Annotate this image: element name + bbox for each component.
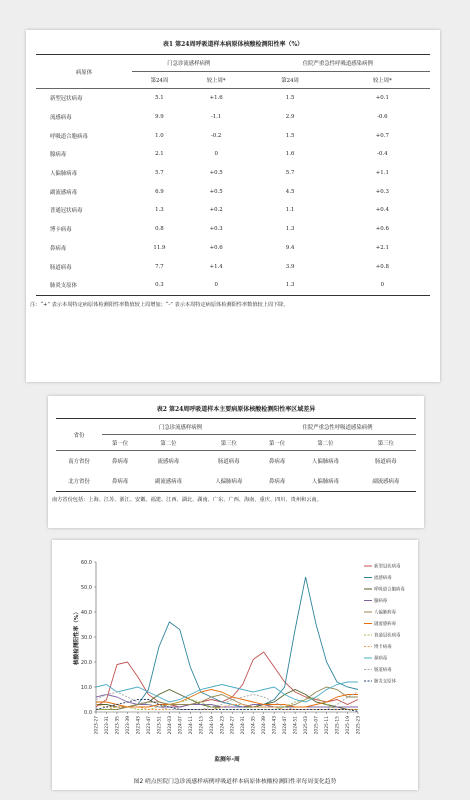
x-tick-label: 2023-35 xyxy=(115,716,121,735)
x-tick-label: 2025-15 xyxy=(335,716,341,735)
x-tick-label: 2024-39 xyxy=(262,716,268,735)
line-chart xyxy=(52,540,418,790)
table2-rank-2b: 第二位 xyxy=(295,435,355,451)
table1-cell-g2-week: 3.9 xyxy=(285,263,295,270)
table2-cell-g2: 人偏肺病毒 xyxy=(311,459,339,465)
table-row xyxy=(36,164,430,183)
table2-cell-g2: 鼻病毒 xyxy=(259,471,295,492)
table1-cell-g1-week: 0.8 xyxy=(155,226,164,233)
x-tick-label: 2023-43 xyxy=(136,716,142,735)
table1-cell-g1-change: +0.5 xyxy=(209,170,223,177)
table1-body xyxy=(36,89,430,296)
table-row xyxy=(36,182,430,201)
table-row xyxy=(56,451,416,472)
x-tick-label: 2024-35 xyxy=(251,716,257,735)
table1-cell-g2-change: -0.4 xyxy=(377,151,388,158)
legend-label: 副流感病毒 xyxy=(374,622,396,627)
table1-cell-name: 鼻病毒 xyxy=(50,245,67,252)
legend-label: 肺炎支原体 xyxy=(374,679,396,685)
table2-title: 表2 第24周呼吸道样本主要病原体核酸检测阳性率区域差异 xyxy=(156,406,316,413)
table1-cell-g1-change: +0.5 xyxy=(209,188,223,195)
y-tick-label: 20.0 xyxy=(80,659,92,666)
table1-cell-name: 腺病毒 xyxy=(50,152,67,159)
legend-label: 普通冠状病毒 xyxy=(374,633,401,639)
x-tick-label: 2025-19 xyxy=(346,716,352,735)
table2-cell-g1: 人偏肺病毒 xyxy=(199,471,259,492)
table1 xyxy=(36,54,430,296)
table2-row-header: 省份 xyxy=(56,419,102,451)
table1-cell-g1-week: 2.1 xyxy=(155,151,164,158)
x-tick-label: 2024-47 xyxy=(283,716,289,735)
table2-cell-g1: 流感病毒 xyxy=(157,459,180,465)
x-tick-label: 2023-31 xyxy=(104,716,110,735)
x-tick-label: 2025-11 xyxy=(325,716,331,735)
table1-cell-g2-change: +0.8 xyxy=(375,263,389,270)
table1-cell-g2-week: 1.3 xyxy=(246,276,335,295)
table1-group1-header: 门急诊流感样病例 xyxy=(132,55,246,72)
legend-label: 流感病毒 xyxy=(374,576,392,581)
table-row xyxy=(36,220,430,239)
table1-cell-g2-change: +2.1 xyxy=(375,244,389,251)
table2 xyxy=(56,418,416,492)
legend-label: 新型冠状病毒 xyxy=(374,564,401,570)
table1-title: 表1 第24周呼吸道样本病原体核酸检测阳性率（%） xyxy=(162,41,304,48)
x-tick-label: 2024-15 xyxy=(199,716,205,735)
table1-cell-name: 呼吸道合胞病毒 xyxy=(50,133,88,140)
y-tick-label: 10.0 xyxy=(80,684,92,691)
table1-cell-name: 普通冠状病毒 xyxy=(50,208,83,215)
table1-cell-name: 肠道病毒 xyxy=(50,264,72,271)
x-tick-label: 2024-07 xyxy=(178,716,184,735)
table1-cell-g2-week: 4.5 xyxy=(285,188,295,195)
x-tick-label: 2024-31 xyxy=(241,716,247,735)
x-tick-label: 2025-23 xyxy=(356,716,362,735)
x-tick-label: 2024-43 xyxy=(272,716,278,735)
table1-cell-g1-week: 9.9 xyxy=(155,114,164,121)
table-row xyxy=(36,108,430,127)
x-axis-label: 监测年-周 xyxy=(214,757,240,763)
table1-cell-g1-change: -0.2 xyxy=(210,132,222,139)
table1-cell-g2-change: +0.4 xyxy=(375,207,389,214)
table1-cell-g1-change: 0 xyxy=(214,151,218,158)
table2-group2-header: 住院严重急性呼吸道感染病例 xyxy=(259,419,416,435)
table1-cell-g1-week: 7.7 xyxy=(155,263,164,270)
table1-cell-g2-week: 1.5 xyxy=(285,132,295,139)
table2-body xyxy=(56,451,416,492)
y-tick-label: 40.0 xyxy=(80,609,92,616)
table2-cell-g1: 肠道病毒 xyxy=(218,459,240,465)
table-row xyxy=(36,126,430,145)
x-tick-label: 2023-51 xyxy=(157,716,163,735)
table2-group1-header: 门急诊流感样病例 xyxy=(102,419,259,435)
chart-caption: 图2 哨点医院门急诊流感样病例呼吸道样本病原体核酸检测阳性率每周变化趋势 xyxy=(133,779,337,785)
legend-label: 博卡病毒 xyxy=(374,645,392,650)
x-tick-label: 2024-19 xyxy=(209,716,215,735)
x-tick-label: 2024-23 xyxy=(220,716,226,735)
table1-cell-g2-week: 9.4 xyxy=(285,244,295,251)
table1-col-change-1: 较上周* xyxy=(187,72,246,89)
table1-cell-g1-change: +0.6 xyxy=(209,244,223,251)
x-tick-label: 2024-03 xyxy=(167,716,173,735)
table-row xyxy=(36,201,430,220)
legend-label: 鼻病毒 xyxy=(374,656,388,662)
table2-cell-region: 南方省份 xyxy=(68,459,90,465)
table1-panel xyxy=(26,30,440,382)
table2-rank-2: 第二位 xyxy=(138,435,198,451)
table1-cell-g1-week: 11.9 xyxy=(153,244,166,251)
x-tick-label: 2025-03 xyxy=(304,716,310,735)
table-row xyxy=(36,239,430,258)
table-row xyxy=(36,276,430,295)
legend-label: 腺病毒 xyxy=(374,599,388,604)
table1-row-header: 病原体 xyxy=(36,55,132,89)
table1-cell-name: 流感病毒 xyxy=(50,115,72,122)
table1-cell-g1-change: +0.3 xyxy=(209,226,223,233)
table1-cell-g2-change: 0 xyxy=(335,276,430,295)
table1-cell-g1-week: 0.3 xyxy=(132,276,187,295)
table1-cell-name: 副流感病毒 xyxy=(50,189,77,196)
y-tick-label: 30.0 xyxy=(80,634,92,641)
table1-cell-g2-change: +0.3 xyxy=(375,188,389,195)
x-tick-label: 2025-07 xyxy=(314,716,320,735)
table1-cell-name: 新型冠状病毒 xyxy=(50,96,83,103)
table1-cell-g1-change: +0.2 xyxy=(209,207,223,214)
legend-label: 人偏肺病毒 xyxy=(374,610,396,616)
table1-cell-g2-change: +0.6 xyxy=(375,226,389,233)
table1-cell-g2-change: +0.7 xyxy=(375,132,389,139)
table1-cell-g2-week: 2.9 xyxy=(285,114,295,121)
series-line-4 xyxy=(96,687,358,710)
table2-cell-g1: 副流感病毒 xyxy=(138,471,198,492)
table1-cell-name: 肺炎支原体 xyxy=(36,276,132,295)
table1-cell-g2-week: 1.3 xyxy=(285,226,295,233)
table2-rank-3: 第三位 xyxy=(199,435,259,451)
table1-cell-name: 博卡病毒 xyxy=(50,227,72,234)
table1-cell-g2-week: 5.7 xyxy=(285,170,295,177)
table2-cell-g1: 鼻病毒 xyxy=(112,459,129,465)
table1-cell-g1-week: 5.1 xyxy=(155,95,164,102)
table1-col-change-2: 较上周* xyxy=(335,72,430,89)
table1-cell-name: 人偏肺病毒 xyxy=(50,171,77,178)
table1-cell-g1-week: 5.7 xyxy=(155,170,164,177)
table1-cell-g1-week: 1.3 xyxy=(155,207,164,214)
legend-label: 肠道病毒 xyxy=(374,668,392,673)
table2-cell-g1: 鼻病毒 xyxy=(102,471,138,492)
table2-cell-g2: 鼻病毒 xyxy=(269,459,286,465)
table1-col-week-1: 第24周 xyxy=(132,72,187,89)
table-row xyxy=(36,89,430,108)
table-row xyxy=(36,145,430,164)
table2-note: 南方省份包括：上海、江苏、浙江、安徽、福建、江西、湖北、湖南、广东、广西、海南、重庆、四川、贵州和云南。 xyxy=(52,497,322,503)
x-tick-label: 2024-51 xyxy=(293,716,299,735)
x-tick-label: 2023-39 xyxy=(125,716,131,735)
x-tick-label: 2024-11 xyxy=(188,716,194,735)
x-tick-label: 2023-27 xyxy=(94,716,100,735)
y-tick-label: 50.0 xyxy=(80,584,92,591)
table1-col-week-2: 第24周 xyxy=(246,72,335,89)
table2-cell-g2: 副流感病毒 xyxy=(356,471,416,492)
table1-group2-header: 住院严重急性呼吸道感染病例 xyxy=(246,55,430,72)
table1-cell-g1-change: +1.6 xyxy=(209,95,223,102)
table1-cell-g1-week: 1.0 xyxy=(155,132,164,139)
table1-note: 注：“+” 表示本周特定病原体检测阳性率数值较上周增加；“-” 表示本周特定病原体检测阳性率数值较上周下降。 xyxy=(30,301,289,308)
table2-cell-g2: 人偏肺病毒 xyxy=(295,471,355,492)
x-tick-label: 2023-47 xyxy=(146,716,152,735)
table1-cell-g1-change: 0 xyxy=(187,276,246,295)
chart-panel xyxy=(52,540,418,790)
table-row xyxy=(56,471,416,492)
table2-rank-1b: 第一位 xyxy=(259,435,295,451)
table1-cell-g2-week: 1.1 xyxy=(285,207,295,214)
table1-cell-g2-change: +0.1 xyxy=(375,95,389,102)
table2-cell-region: 北方省份 xyxy=(56,471,102,492)
table1-cell-g2-change: -0.6 xyxy=(377,114,388,121)
y-tick-label: 0.0 xyxy=(84,709,92,716)
x-tick-label: 2024-27 xyxy=(230,716,236,735)
table2-rank-1: 第一位 xyxy=(102,435,138,451)
table2-rank-3b: 第三位 xyxy=(356,435,416,451)
table-row xyxy=(36,257,430,276)
series-line-5 xyxy=(96,690,358,708)
table1-cell-g2-week: 1.6 xyxy=(285,151,295,158)
table1-cell-g1-change: +1.4 xyxy=(209,263,223,270)
table1-cell-g1-week: 6.9 xyxy=(155,188,164,195)
table2-cell-g2: 肠道病毒 xyxy=(375,459,397,465)
table1-cell-g2-week: 1.5 xyxy=(285,95,295,102)
table1-cell-g1-change: -1.1 xyxy=(210,114,222,121)
y-axis-label: 核酸检测阳性率（%） xyxy=(74,609,80,665)
table2-panel xyxy=(48,396,424,528)
table1-cell-g2-change: +1.1 xyxy=(375,170,389,177)
series-line-1 xyxy=(96,577,358,710)
legend-label: 呼吸道合胞病毒 xyxy=(374,587,405,593)
y-tick-label: 60.0 xyxy=(80,559,92,566)
